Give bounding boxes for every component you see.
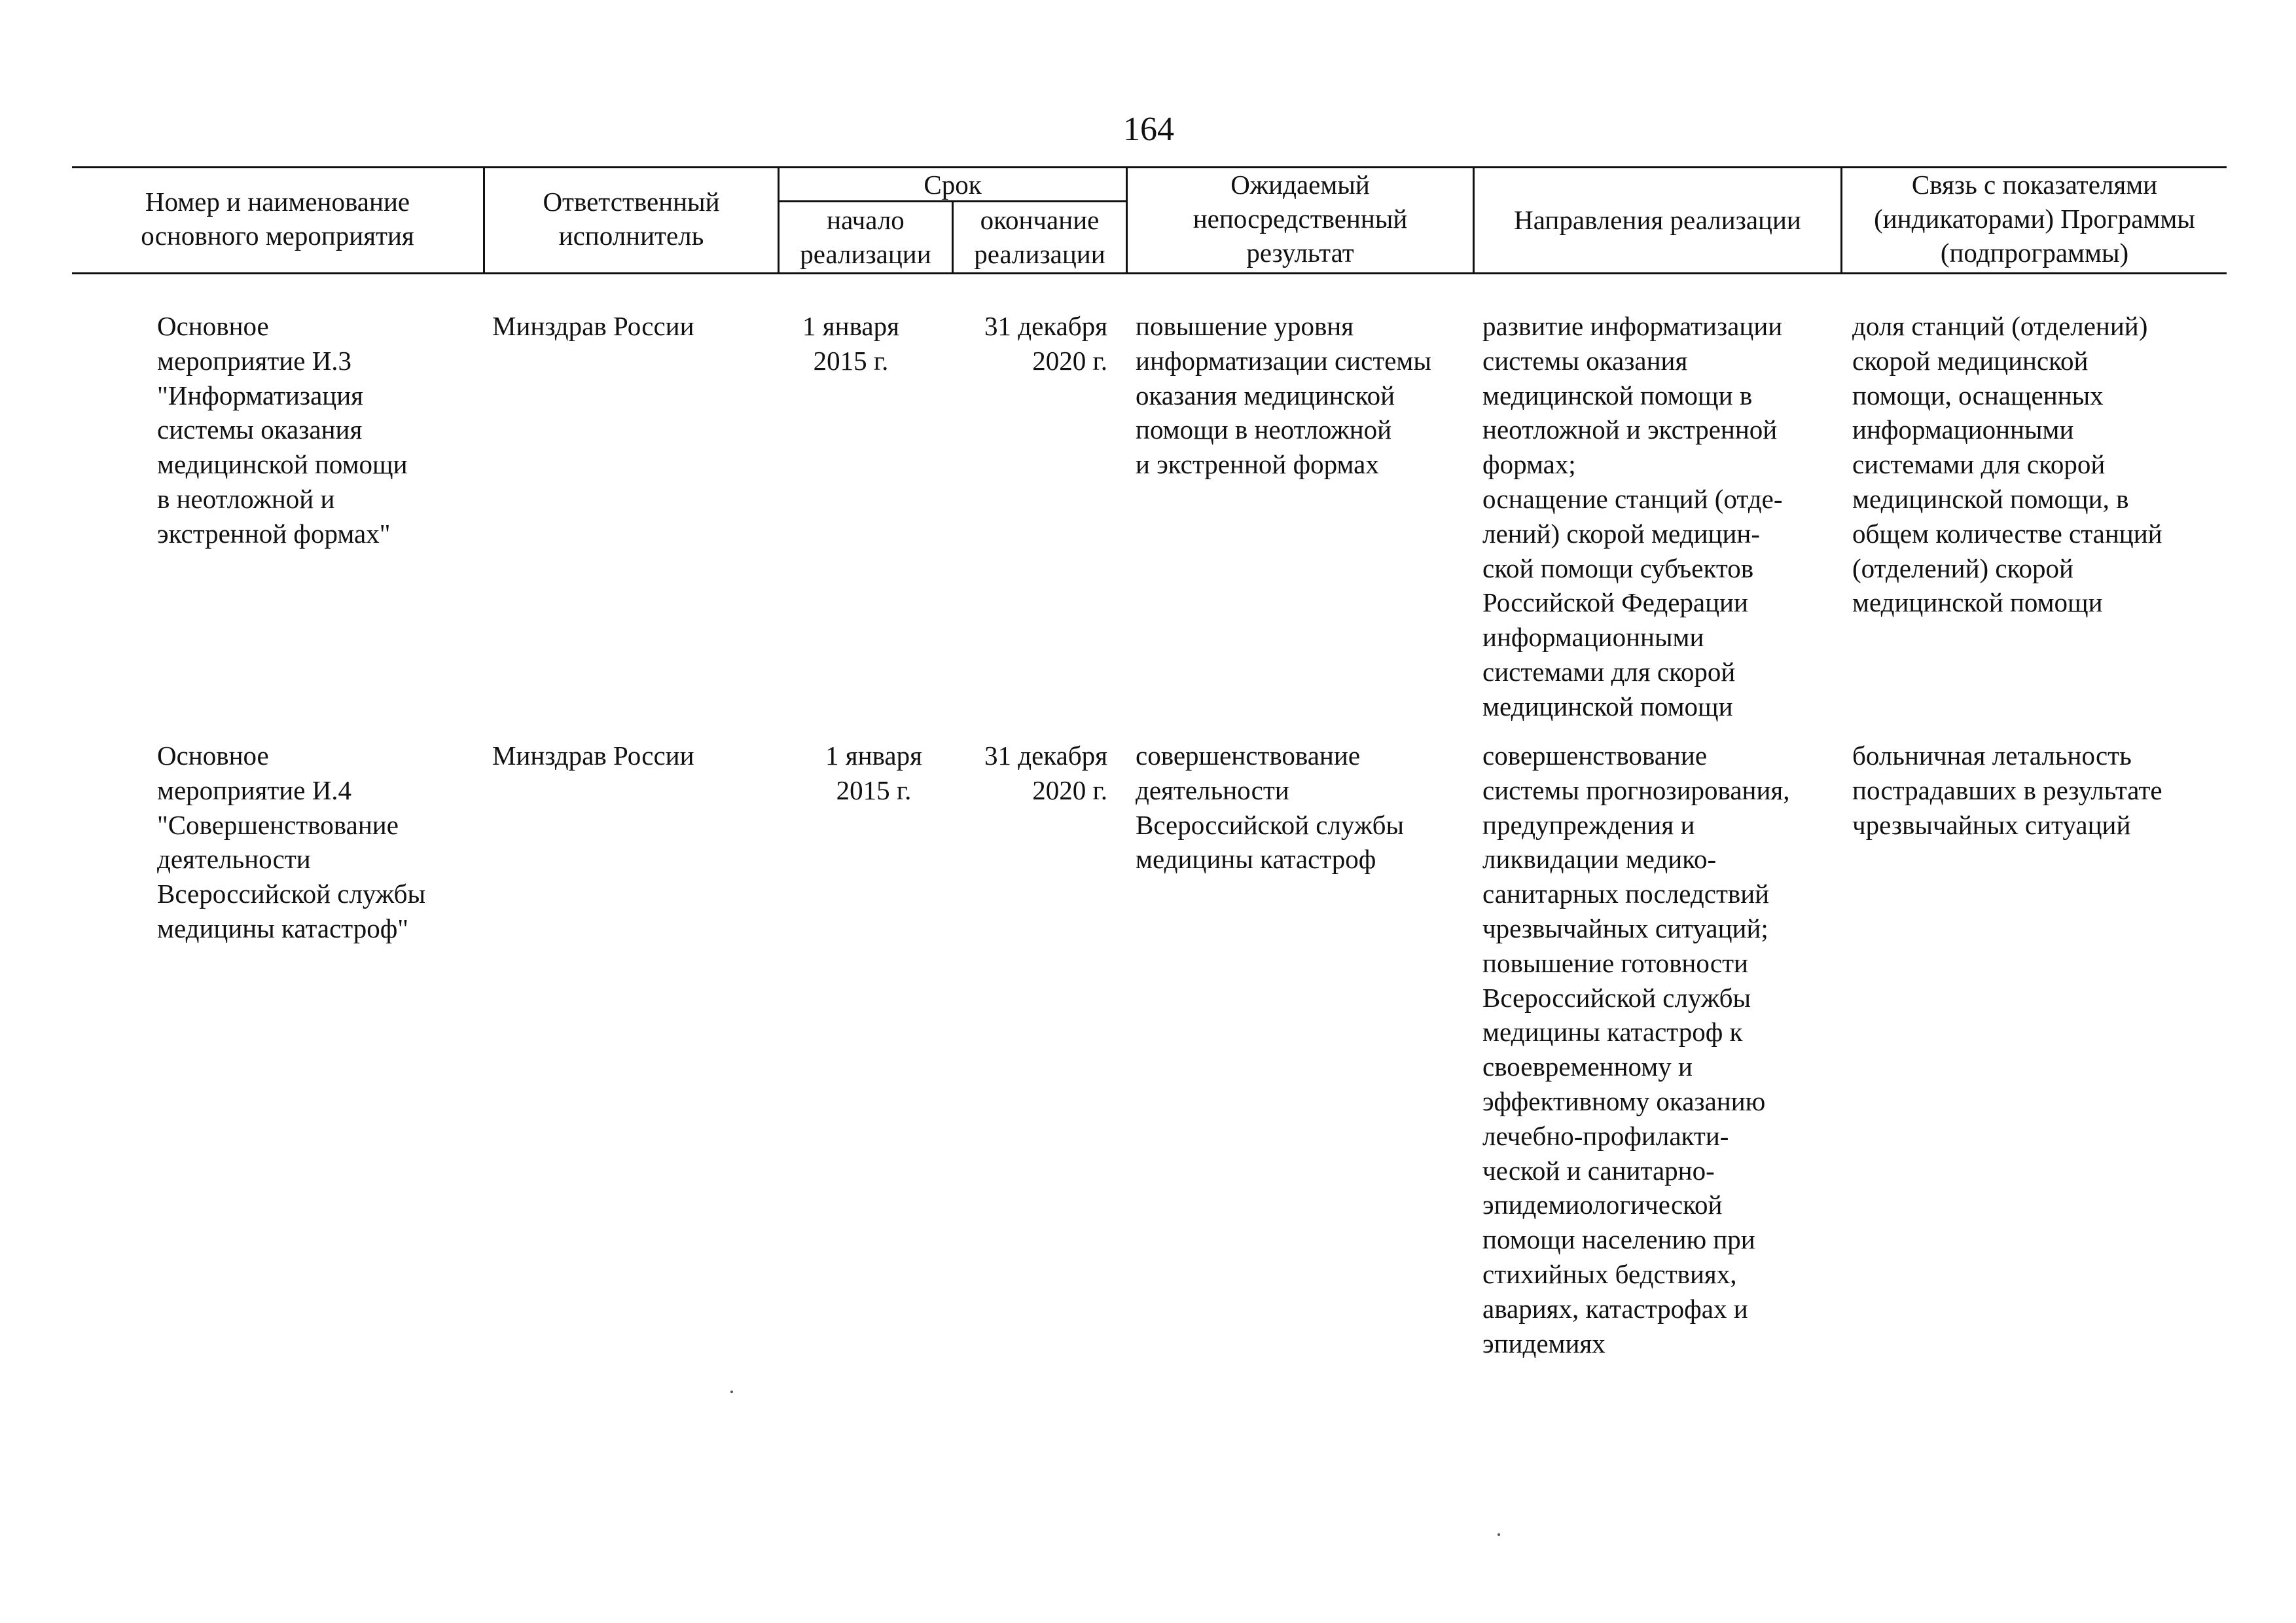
header-start: начало реализации [800,205,931,269]
row-start: 1 января 2015 г. [825,740,922,805]
row-directions: совершенствование системы прогнозирования, предупреждения и ликвидации медико- санитарных последствий чрезвычайных ситуаций; повышение готовности Всероссийской службы медицины катастроф к своевременному и эффективному оказанию лечебно-профилакти- ческой и санитарно- эпидемиологической помощи населению при стихийных бедствиях, авариях, катастрофах и эпидемиях [1482,740,1790,1359]
header-term: Срок [924,170,982,200]
scan-speck [1498,1533,1500,1536]
header-indicators: Связь с показателями (индикаторами) Программы (подпрограммы) [1874,170,2195,268]
row-executor: Минздрав России [492,740,694,771]
row-result: совершенствование деятельности Всероссийской службы медицины катастроф [1136,740,1405,875]
header-bottom-rule [72,272,2227,274]
scan-speck [730,1391,733,1393]
row-end: 31 декабря 2020 г. [984,311,1107,376]
row-directions: развитие информатизации системы оказания медицинской помощи в неотложной и экстренной формах; оснащение станций (отде- лений) скорой медицин- ской помощи субъектов Российской Федерации информационными системами для скорой медицинской помощи [1482,311,1783,721]
row-name: Основное мероприятие И.3 "Информатизация системы оказания медицинской помощи в неотложной и экстренной формах" [157,311,408,549]
row-indicators: больничная летальность пострадавших в результате чрезвычайных ситуаций [1852,740,2162,840]
page-number: 164 [1123,111,1174,148]
row-executor: Минздрав России [492,311,694,341]
header-executor: Ответственный исполнитель [543,187,720,251]
row-start: 1 января 2015 г. [802,311,899,376]
header-directions: Направления реализации [1514,205,1801,235]
header-name: Номер и наименование основного мероприятия [141,187,414,251]
row-end: 31 декабря 2020 г. [984,740,1107,805]
row-name: Основное мероприятие И.4 "Совершенствование деятельности Всероссийской службы медицины катастроф" [157,740,426,943]
header-result: Ожидаемый непосредственный результат [1193,170,1408,268]
row-indicators: доля станций (отделений) скорой медицинской помощи, оснащенных информационными системами для скорой медицинской помощи, в общем количестве станций (отделений) скорой медицинской помощи [1852,311,2162,618]
header-end: окончание реализации [974,205,1105,269]
row-result: повышение уровня информатизации системы оказания медицинской помощи в неотложной и экстренной формах [1136,311,1431,480]
